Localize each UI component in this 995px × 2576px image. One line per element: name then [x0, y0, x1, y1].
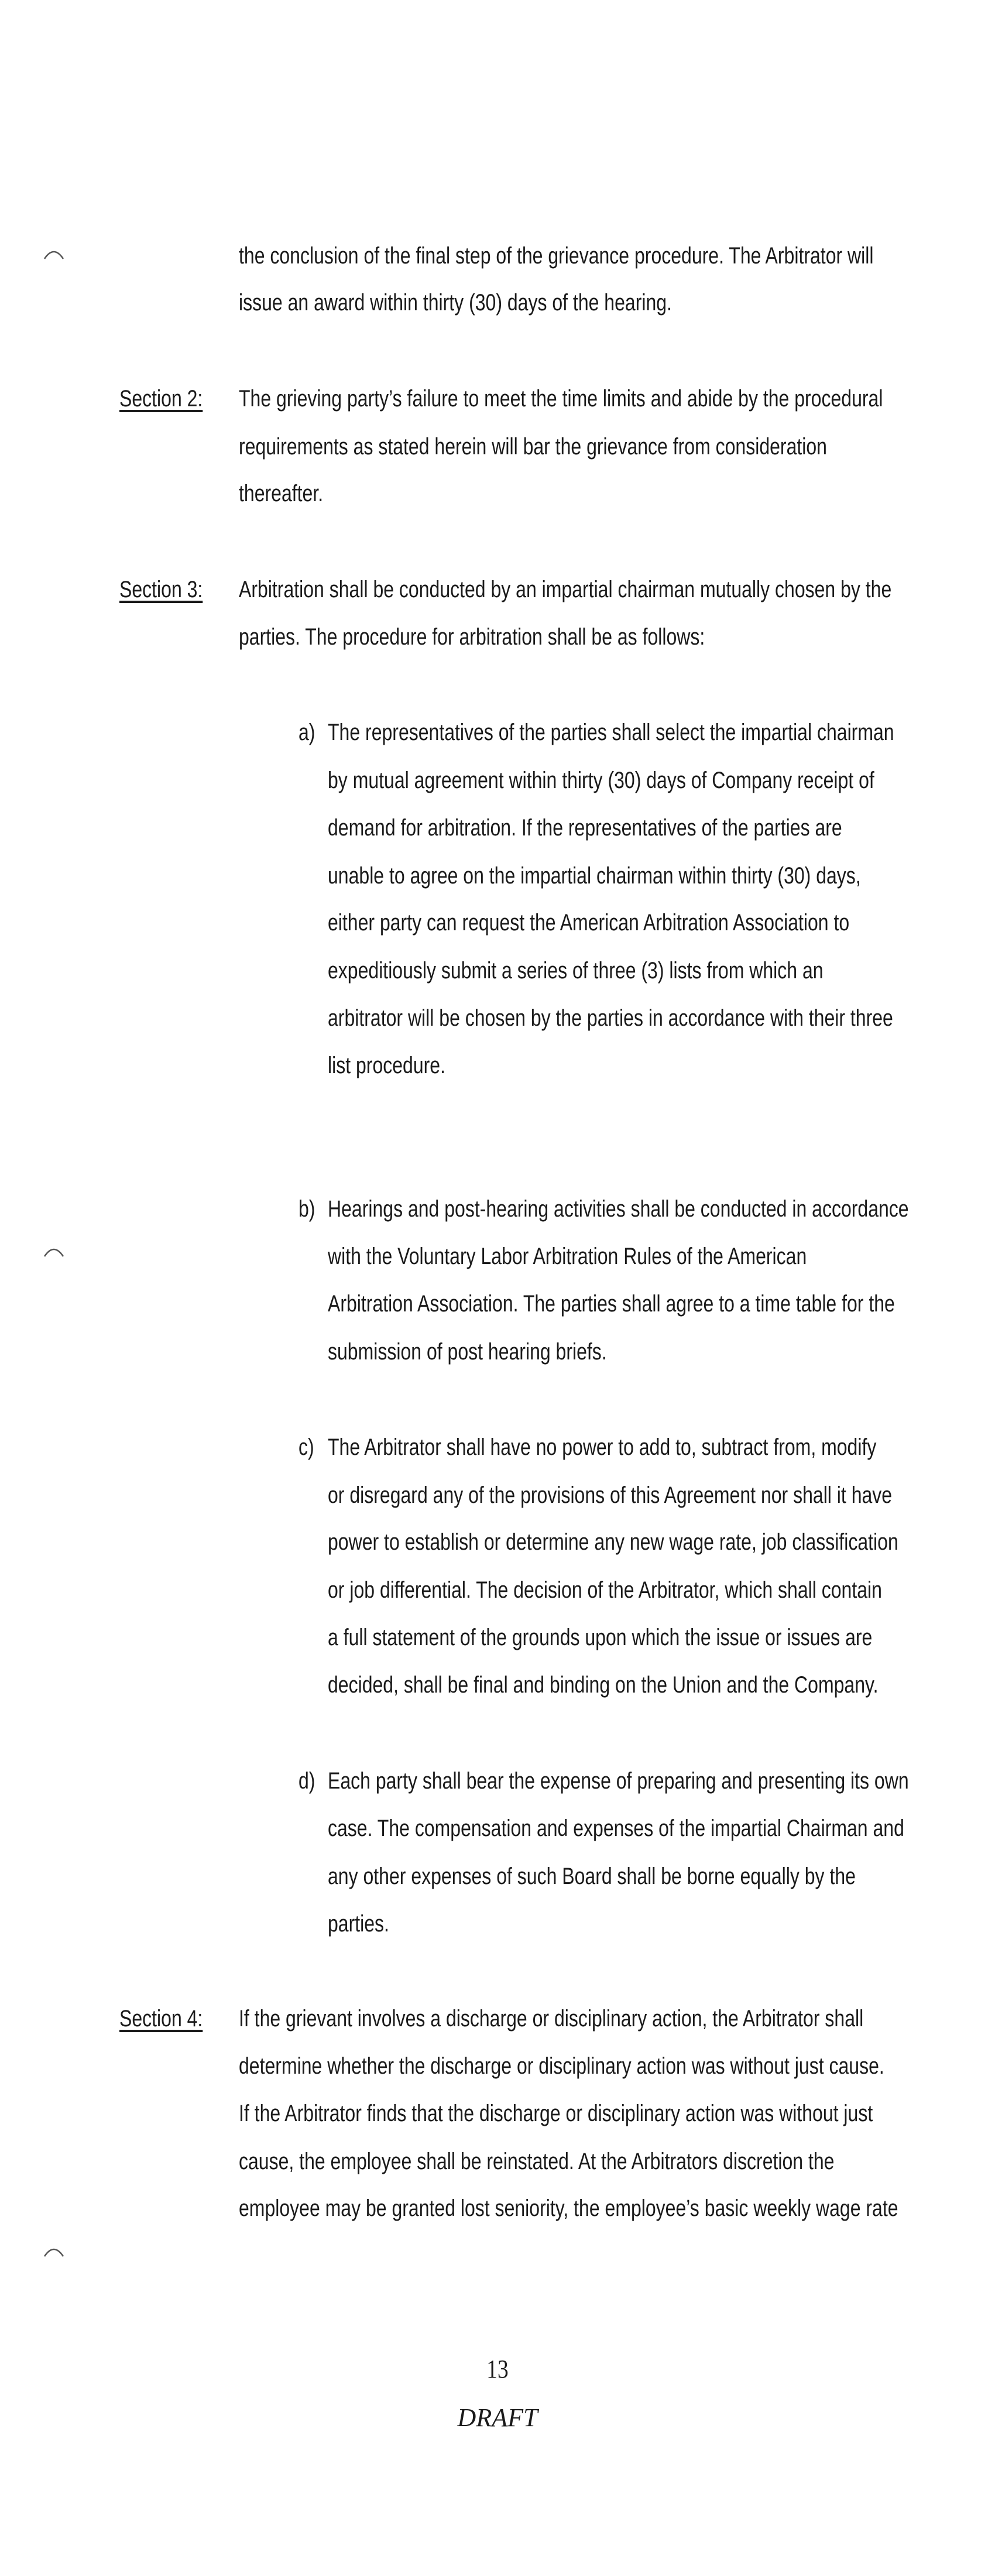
section-4-line: cause, the employee shall be reinstated. At the Arbitrators discretion the: [239, 2149, 835, 2174]
draft-label: DRAFT: [457, 2403, 538, 2432]
item-d-line: Each party shall bear the expense of preparing and presenting its own: [328, 1768, 909, 1794]
punch-hole-mark-bottom: [42, 2242, 66, 2260]
list-marker-a: a): [298, 720, 315, 745]
section-4-line: If the grievant involves a discharge or disciplinary action, the Arbitrator shall: [239, 2006, 864, 2032]
item-a-line: list procedure.: [328, 1053, 445, 1078]
section-3-line: Arbitration shall be conducted by an impartial chairman mutually chosen by the: [239, 577, 892, 602]
item-a-line: The representatives of the parties shall select the impartial chairman: [328, 720, 894, 745]
list-marker-d: d): [298, 1768, 315, 1794]
item-c-line: decided, shall be final and binding on the Union and the Company.: [328, 1672, 879, 1698]
punch-hole-mark-middle: [42, 1242, 66, 1260]
section-2-label: Section 2:: [119, 386, 203, 412]
list-marker-b: b): [298, 1196, 315, 1222]
section-3-label: Section 3:: [119, 577, 203, 602]
section-3-line: parties. The procedure for arbitration shall be as follows:: [239, 624, 705, 650]
item-c-line: or job differential. The decision of the Arbitrator, which shall contain: [328, 1577, 882, 1603]
item-d-line: any other expenses of such Board shall be borne equally by the: [328, 1864, 856, 1889]
punch-hole-mark-top: [42, 245, 66, 262]
item-a-line: either party can request the American Arbitration Association to: [328, 910, 850, 936]
section-2-line: requirements as stated herein will bar the grievance from consideration: [239, 434, 827, 460]
item-b-line: with the Voluntary Labor Arbitration Rules of the American: [328, 1244, 807, 1269]
section-4-line: determine whether the discharge or disciplinary action was without just cause.: [239, 2053, 884, 2079]
section-2-line: thereafter.: [239, 481, 324, 506]
item-a-line: expeditiously submit a series of three (3) lists from which an: [328, 958, 824, 984]
page-number: 13: [486, 2355, 509, 2383]
section-4-label: Section 4:: [119, 2006, 203, 2032]
item-c-line: The Arbitrator shall have no power to add to, subtract from, modify: [328, 1434, 877, 1460]
item-a-line: demand for arbitration. If the representatives of the parties are: [328, 815, 842, 841]
item-a-line: by mutual agreement within thirty (30) days of Company receipt of: [328, 768, 874, 793]
continuation-line: the conclusion of the final step of the grievance procedure. The Arbitrator will: [239, 243, 874, 269]
item-c-line: power to establish or determine any new wage rate, job classification: [328, 1529, 898, 1555]
section-4-line: employee may be granted lost seniority, the employee’s basic weekly wage rate: [239, 2195, 898, 2221]
list-marker-c: c): [298, 1434, 314, 1460]
item-b-line: Hearings and post-hearing activities shall be conducted in accordance: [328, 1196, 909, 1222]
section-4-line: If the Arbitrator finds that the discharge or disciplinary action was without just: [239, 2101, 873, 2126]
item-d-line: parties.: [328, 1911, 389, 1937]
item-a-line: unable to agree on the impartial chairman within thirty (30) days,: [328, 863, 861, 889]
item-d-line: case. The compensation and expenses of the impartial Chairman and: [328, 1815, 904, 1841]
continuation-line: issue an award within thirty (30) days of the hearing.: [239, 290, 672, 316]
item-c-line: a full statement of the grounds upon which the issue or issues are: [328, 1625, 873, 1650]
item-c-line: or disregard any of the provisions of this Agreement nor shall it have: [328, 1482, 893, 1508]
section-2-line: The grieving party’s failure to meet the time limits and abide by the procedural: [239, 386, 883, 412]
item-a-line: arbitrator will be chosen by the parties in accordance with their three: [328, 1005, 893, 1031]
item-b-line: submission of post hearing briefs.: [328, 1339, 607, 1365]
item-b-line: Arbitration Association. The parties shall agree to a time table for the: [328, 1291, 895, 1317]
